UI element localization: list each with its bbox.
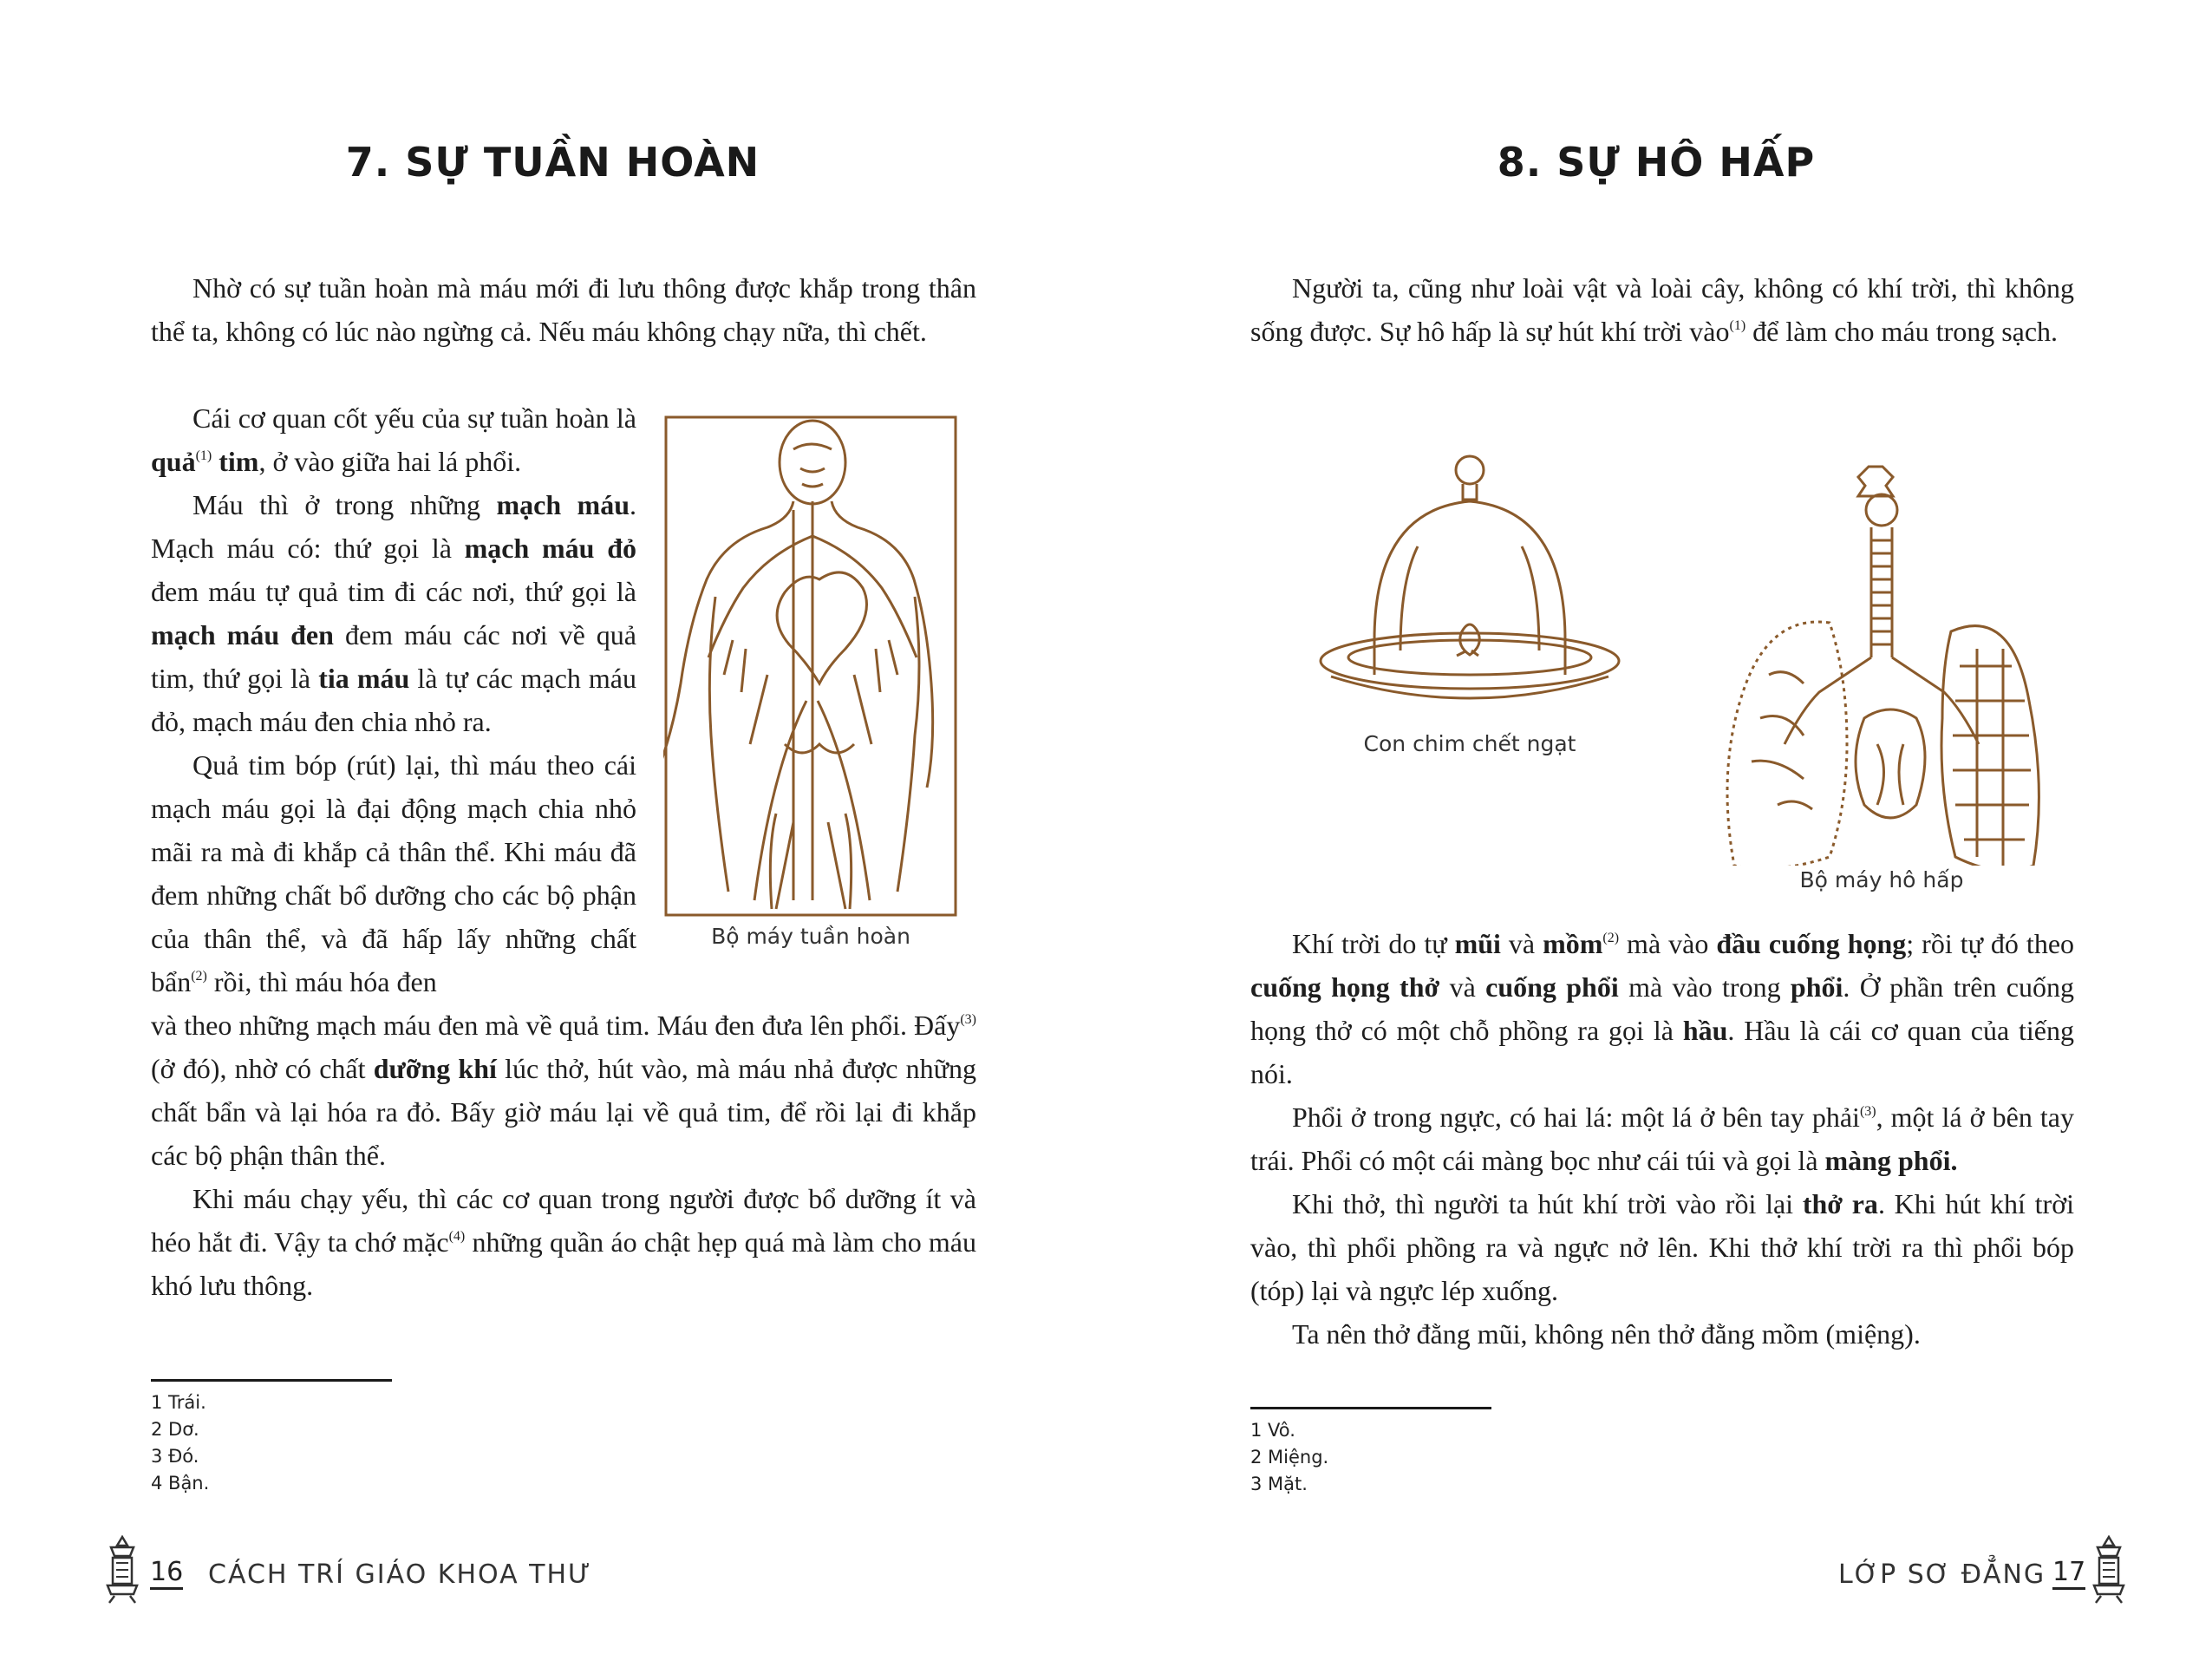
circulatory-figure: [663, 415, 958, 918]
paragraph-2: Khí trời do tự mũi và mồm$^{(2)}$ mà vào đầu cuống họng; rồi tự đó theo cuống họng thở và cuống phổi mà vào trong phổi. Ở phần trên cuống họng thở có một chỗ phồng ra gọi là hầu. Hầu là cái cơ quan của tiếng nói.: [1250, 928, 2075, 1089]
page-title: 7. SỰ TUẦN HOÀN: [345, 139, 760, 186]
footnote-rule: [1250, 1407, 1491, 1409]
footnote-rule: [151, 1379, 392, 1382]
figure-caption: Bộ máy tuần hoàn: [711, 924, 910, 949]
figure-caption: Con chim chết ngạt: [1363, 731, 1576, 756]
paragraph-block: [1250, 922, 2074, 1356]
footnote-item: 3 Mặt.: [1250, 1474, 1308, 1494]
bell-jar-figure: [1314, 451, 1626, 720]
page-title: 8. SỰ HÔ HẤP: [1497, 139, 1816, 186]
paragraph-5: Ta nên thở đằng mũi, không nên thở đằng mồm (miệng).: [1292, 1318, 1921, 1350]
footnotes: [1250, 1417, 1328, 1498]
paragraph-2: Cái cơ quan cốt yếu của sự tuần hoàn là quả$^{(1)}$ tim, ở vào giữa hai lá phổi.: [151, 402, 636, 477]
footnotes: [151, 1389, 209, 1497]
page-number: 17: [2052, 1558, 2085, 1590]
paragraph-3: Máu thì ở trong những mạch máu. Mạch máu có: thứ gọi là mạch máu đỏ đem máu tự quả tim đi các nơi, thứ gọi là mạch máu đen đem máu các nơi về quả tim, thứ gọi là tia máu là tự các mạch máu đỏ, mạch máu đen chia nhỏ ra.: [151, 489, 637, 737]
paragraph-5: Khi máu chạy yếu, thì các cơ quan trong người được bổ dưỡng ít và héo hắt đi. Vậy ta chớ mặc$^{(4)}$ những quần áo chật hẹp quá mà làm cho máu khó lưu thông.: [151, 1183, 977, 1301]
page-number: 16: [150, 1558, 183, 1590]
ornament-icon: [2087, 1535, 2130, 1605]
lungs-figure: [1717, 458, 2046, 866]
paragraph-1: Nhờ có sự tuần hoàn mà máu mới đi lưu thông được khắp trong thân thể ta, không có lúc nào ngừng cả. Nếu máu không chạy nữa, thì chết.: [151, 272, 976, 347]
right-page: [1106, 0, 2212, 1667]
paragraph-4a: Quả tim bóp (rút) lại, thì máu theo cái mạch máu gọi là đại động mạch chia nhỏ mãi ra mà đi khắp cả thân thể. Khi máu đã đem những chất bổ dưỡng cho các bộ phận của thân thể, và đã hấp lấy những chất bẩn$^{(2)}$ rồi, thì máu hóa đen: [151, 749, 636, 997]
paragraph-1: Người ta, cũng như loài vật và loài cây, không có khí trời, thì không sống được. Sự hô hấp là sự hút khí trời vào$^{(1)}$ để làm cho máu trong sạch.: [1250, 272, 2074, 347]
running-head: LỚP SƠ ĐẲNG: [1838, 1559, 2046, 1590]
figure-caption: Bộ máy hô hấp: [1799, 867, 1964, 892]
footnote-item: 1 Trái.: [151, 1392, 206, 1413]
paragraph-wrap-block: [151, 396, 636, 1003]
running-head: CÁCH TRÍ GIÁO KHOA THƯ: [208, 1559, 592, 1590]
paragraph-4b: và theo những mạch máu đen mà về quả tim. Máu đen đưa lên phổi. Đấy$^{(3)}$ (ở đó), nhờ có chất dưỡng khí lúc thở, hút vào, mà máu nhả được những chất bẩn và lại hóa ra đỏ. Bấy giờ máu lại về quả tim, để rồi lại đi khắp các bộ phận thân thể.: [151, 1010, 977, 1171]
footnote-item: 2 Miệng.: [1250, 1447, 1329, 1468]
paragraph-3: Phổi ở trong ngực, có hai lá: một lá ở bên tay phải$^{(3)}$, một lá ở bên tay trái. Phổi có một cái màng bọc như cái túi và gọi là màng phổi.: [1250, 1102, 2075, 1176]
footnote-item: 3 Đó.: [151, 1446, 199, 1467]
ornament-icon: [101, 1535, 144, 1605]
footnote-item: 2 Dơ.: [151, 1419, 199, 1440]
footnote-item: 1 Vô.: [1250, 1420, 1295, 1441]
footnote-item: 4 Bận.: [151, 1473, 210, 1494]
paragraph-tail-block: [151, 1003, 976, 1307]
paragraph-4: Khi thở, thì người ta hút khí trời vào rồi lại thở ra. Khi hút khí trời vào, thì phổi phồng ra và ngực nở lên. Khi thở khí trời ra thì phổi bóp (tóp) lại và ngực lép xuống.: [1250, 1188, 2075, 1306]
